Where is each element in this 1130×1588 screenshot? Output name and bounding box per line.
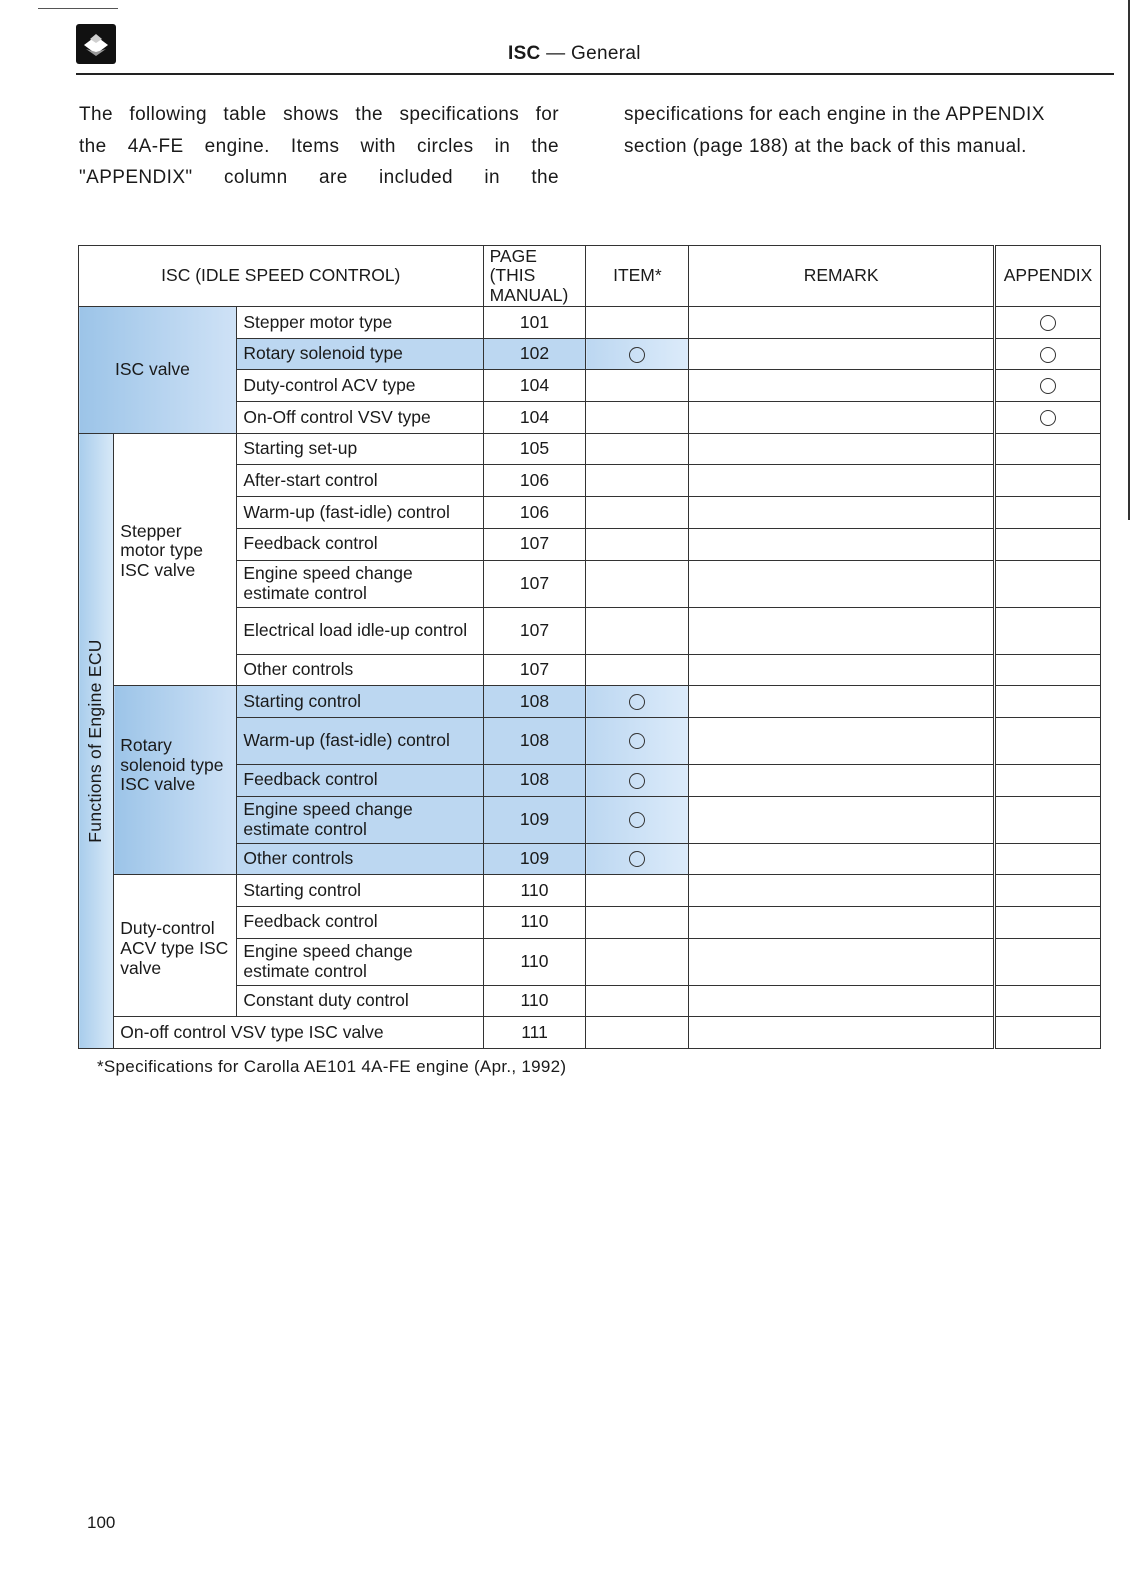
group-rotary-solenoid: Rotary solenoid type ISC valve	[114, 686, 237, 875]
circle-icon	[629, 851, 645, 867]
row-appendix	[995, 938, 1101, 985]
row-remark	[689, 843, 995, 875]
row-appendix	[995, 843, 1101, 875]
row-appendix	[995, 370, 1101, 402]
row-remark	[689, 465, 995, 497]
row-label: Feedback control	[237, 764, 483, 796]
header-page: PAGE (THIS MANUAL)	[483, 246, 586, 307]
row-item	[586, 1017, 689, 1049]
row-label: Feedback control	[237, 528, 483, 560]
row-label: Feedback control	[237, 906, 483, 938]
row-item	[586, 717, 689, 764]
row-item	[586, 307, 689, 339]
row-remark	[689, 497, 995, 529]
intro-line: The following table shows the specifications for	[79, 104, 559, 125]
row-appendix	[995, 433, 1101, 465]
row-item	[586, 764, 689, 796]
row-remark	[689, 906, 995, 938]
row-appendix	[995, 906, 1101, 938]
row-label: Stepper motor type	[237, 307, 483, 339]
circle-icon	[629, 773, 645, 789]
row-appendix	[995, 764, 1101, 796]
group-stepper-motor: Stepper motor type ISC valve	[114, 433, 237, 685]
header-rule	[76, 73, 1114, 75]
row-remark	[689, 402, 995, 434]
row-remark	[689, 938, 995, 985]
circle-icon	[629, 694, 645, 710]
row-page: 108	[483, 764, 586, 796]
row-appendix	[995, 607, 1101, 654]
isc-spec-table	[78, 245, 1101, 1049]
row-remark	[689, 985, 995, 1017]
row-page: 107	[483, 560, 586, 607]
intro-line: "APPENDIX" column are included in the	[79, 167, 559, 188]
row-label: Starting control	[237, 875, 483, 907]
row-appendix	[995, 402, 1101, 434]
row-remark	[689, 338, 995, 370]
row-page: 110	[483, 938, 586, 985]
row-page: 101	[483, 307, 586, 339]
row-appendix	[995, 686, 1101, 718]
row-page: 106	[483, 497, 586, 529]
row-item	[586, 528, 689, 560]
row-remark	[689, 307, 995, 339]
row-label: Warm-up (fast-idle) control	[237, 717, 483, 764]
circle-icon	[629, 347, 645, 363]
functions-side-label-cell	[79, 433, 114, 1048]
row-item	[586, 906, 689, 938]
intro-line: specifications for each engine in the APPENDIX	[624, 104, 1045, 125]
row-page: 110	[483, 875, 586, 907]
row-page: 104	[483, 370, 586, 402]
row-remark	[689, 717, 995, 764]
row-label: Engine speed change estimate control	[237, 796, 483, 843]
row-label: Starting set-up	[237, 433, 483, 465]
row-item	[586, 875, 689, 907]
row-appendix	[995, 497, 1101, 529]
row-page: 108	[483, 686, 586, 718]
row-remark	[689, 686, 995, 718]
table-row	[79, 307, 1101, 339]
circle-icon	[1040, 315, 1056, 331]
row-page: 108	[483, 717, 586, 764]
page-header-title: ISC — General	[508, 43, 641, 64]
table-row	[79, 686, 1101, 718]
row-appendix	[995, 717, 1101, 764]
row-page: 111	[483, 1017, 586, 1049]
page-number: 100	[87, 1513, 116, 1532]
row-item	[586, 796, 689, 843]
row-remark	[689, 560, 995, 607]
row-label: Constant duty control	[237, 985, 483, 1017]
header-item: ITEM*	[586, 246, 689, 307]
table-row	[79, 433, 1101, 465]
row-label: Duty-control ACV type	[237, 370, 483, 402]
row-appendix	[995, 560, 1101, 607]
row-appendix	[995, 307, 1101, 339]
row-label: On-Off control VSV type	[237, 402, 483, 434]
row-appendix	[995, 465, 1101, 497]
row-label: Engine speed change estimate control	[237, 938, 483, 985]
circle-icon	[629, 812, 645, 828]
header-isc: ISC (IDLE SPEED CONTROL)	[79, 246, 484, 307]
table-row	[79, 1017, 1101, 1049]
row-label: After-start control	[237, 465, 483, 497]
row-item	[586, 607, 689, 654]
row-page: 107	[483, 528, 586, 560]
row-item	[586, 843, 689, 875]
functions-side-label: Functions of Engine ECU	[85, 639, 106, 843]
circle-icon	[1040, 347, 1056, 363]
row-appendix	[995, 528, 1101, 560]
header-remark: REMARK	[689, 246, 995, 307]
row-page: 102	[483, 338, 586, 370]
row-remark	[689, 875, 995, 907]
circle-icon	[629, 733, 645, 749]
group-duty-control: Duty-control ACV type ISC valve	[114, 875, 237, 1017]
row-page: 106	[483, 465, 586, 497]
intro-line: section (page 188) at the back of this manual.	[624, 135, 1027, 157]
row-page: 109	[483, 843, 586, 875]
row-page: 107	[483, 607, 586, 654]
row-label: Warm-up (fast-idle) control	[237, 497, 483, 529]
row-item	[586, 338, 689, 370]
table-row	[79, 875, 1101, 907]
row-label: Engine speed change estimate control	[237, 560, 483, 607]
row-page: 105	[483, 433, 586, 465]
row-label: Rotary solenoid type	[237, 338, 483, 370]
row-item	[586, 402, 689, 434]
row-item	[586, 370, 689, 402]
row-item	[586, 938, 689, 985]
row-item	[586, 560, 689, 607]
intro-line: the 4A-FE engine. Items with circles in the	[79, 135, 559, 157]
row-remark	[689, 796, 995, 843]
row-item	[586, 985, 689, 1017]
header-appendix: APPENDIX	[995, 246, 1101, 307]
table-header-row	[79, 246, 1101, 307]
row-remark	[689, 370, 995, 402]
manual-logo-icon	[76, 24, 116, 64]
row-item	[586, 686, 689, 718]
row-item	[586, 497, 689, 529]
row-appendix	[995, 654, 1101, 686]
row-appendix	[995, 875, 1101, 907]
circle-icon	[1040, 410, 1056, 426]
row-remark	[689, 764, 995, 796]
row-appendix	[995, 1017, 1101, 1049]
intro-paragraph-left	[79, 99, 559, 194]
row-item	[586, 654, 689, 686]
circle-icon	[1040, 378, 1056, 394]
row-label: Other controls	[237, 654, 483, 686]
row-label: Other controls	[237, 843, 483, 875]
row-label: Electrical load idle-up control	[237, 607, 483, 654]
row-item	[586, 433, 689, 465]
row-page: 110	[483, 985, 586, 1017]
row-remark	[689, 1017, 995, 1049]
row-appendix	[995, 338, 1101, 370]
row-remark	[689, 654, 995, 686]
row-page: 109	[483, 796, 586, 843]
row-remark	[689, 528, 995, 560]
row-remark	[689, 433, 995, 465]
row-remark	[689, 607, 995, 654]
row-page: 110	[483, 906, 586, 938]
top-corner-rule	[38, 8, 118, 9]
group-isc-valve: ISC valve	[79, 307, 237, 434]
row-page: 104	[483, 402, 586, 434]
row-page: 107	[483, 654, 586, 686]
row-appendix	[995, 796, 1101, 843]
row-item	[586, 465, 689, 497]
row-label: On-off control VSV type ISC valve	[114, 1017, 483, 1049]
row-appendix	[995, 985, 1101, 1017]
row-label: Starting control	[237, 686, 483, 718]
table-footnote: *Specifications for Carolla AE101 4A-FE engine (Apr., 1992)	[97, 1057, 567, 1076]
intro-paragraph-right	[624, 99, 1110, 162]
